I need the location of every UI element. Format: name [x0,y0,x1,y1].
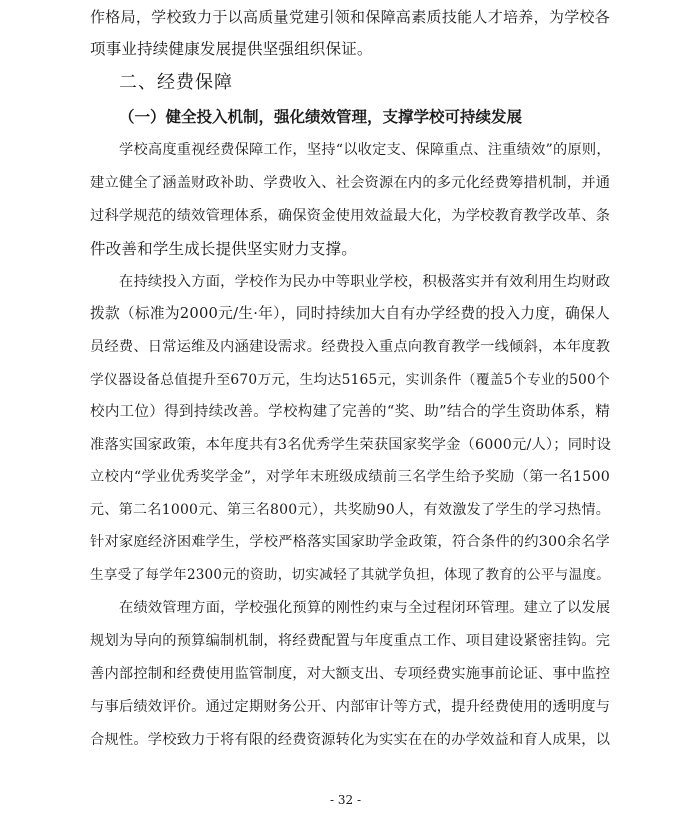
body-text-line: 建立健全了涵盖财政补助、学费收入、社会资源在内的多元化经费筹措机制，并通 [90,175,611,191]
body-text-line: 作格局，学校致力于以高质量党建引领和保障高素质技能人才培养，为学校各 [90,8,610,26]
body-text-line: 善内部控制和经费使用监管制度，对大额支出、专项经费实施事前论证、事中监控 [90,666,611,682]
body-text-line: 件改善和学生成长提供坚实财力支撑。 [90,240,357,258]
body-text-line: 针对家庭经济困难学生，学校严格落实国家助学金政策，符合条件的约300余名学 [90,534,610,550]
page-number: - 32 - [329,793,361,807]
body-text-line: 规划为导向的预算编制机制，将经费配置与年度重点工作、项目建设紧密挂钩。完 [90,633,611,649]
body-text-line: 校内工位）得到持续改善。学校构建了完善的“奖、助”结合的学生资助体系，精 [90,404,610,420]
body-text-line: 与事后绩效评价。通过定期财务公开、内部审计等方式，提升经费使用的透明度与 [90,699,611,715]
body-text-line: 过科学规范的绩效管理体系，确保资金使用效益最大化，为学校教育教学改革、条 [90,208,611,224]
body-text-line: 生享受了每学年2300元的资助，切实减轻了其就学负担，体现了教育的公平与温度。 [90,567,610,583]
section-heading: 二、经费保障 [119,72,233,93]
body-text-line: 准落实国家政策，本年度共有3名优秀学生荣获国家奖学金（6000元/人）；同时设 [90,437,612,453]
subsection-heading: （一）健全投入机制，强化绩效管理，支撑学校可持续发展 [119,108,523,126]
body-text-line: 学校高度重视经费保障工作，坚持“以收定支、保障重点、注重绩效”的原则， [119,142,611,158]
body-text-line: 立校内“学业优秀奖学金”，对学年末班级成绩前三名学生给予奖励（第一名1500 [90,469,610,485]
body-text-line: 元、第二名1000元、第三名800元），共奖励90人，有效激发了学生的学习热情。 [90,502,610,518]
body-text-line: 项事业持续健康发展提供坚强组织保证。 [90,40,373,58]
body-text-line: 在持续投入方面，学校作为民办中等职业学校，积极落实并有效利用生均财政 [119,274,611,290]
body-text-line: 在绩效管理方面，学校强化预算的刚性约束与全过程闭环管理。建立了以发展 [119,600,611,616]
body-text-line: 学仪器设备总值提升至670万元，生均达5165元，实训条件（覆盖5个专业的500个 [90,372,610,388]
body-text-line: 合规性。学校致力于将有限的经费资源转化为实实在在的办学效益和育人成果，以 [90,732,611,748]
body-text-line: 拨款（标准为2000元/生·年），同时持续加大自有办学经费的投入力度，确保人 [90,305,610,322]
body-text-line: 员经费、日常运维及内涵建设需求。经费投入重点向教育教学一线倾斜，本年度教 [90,339,611,355]
